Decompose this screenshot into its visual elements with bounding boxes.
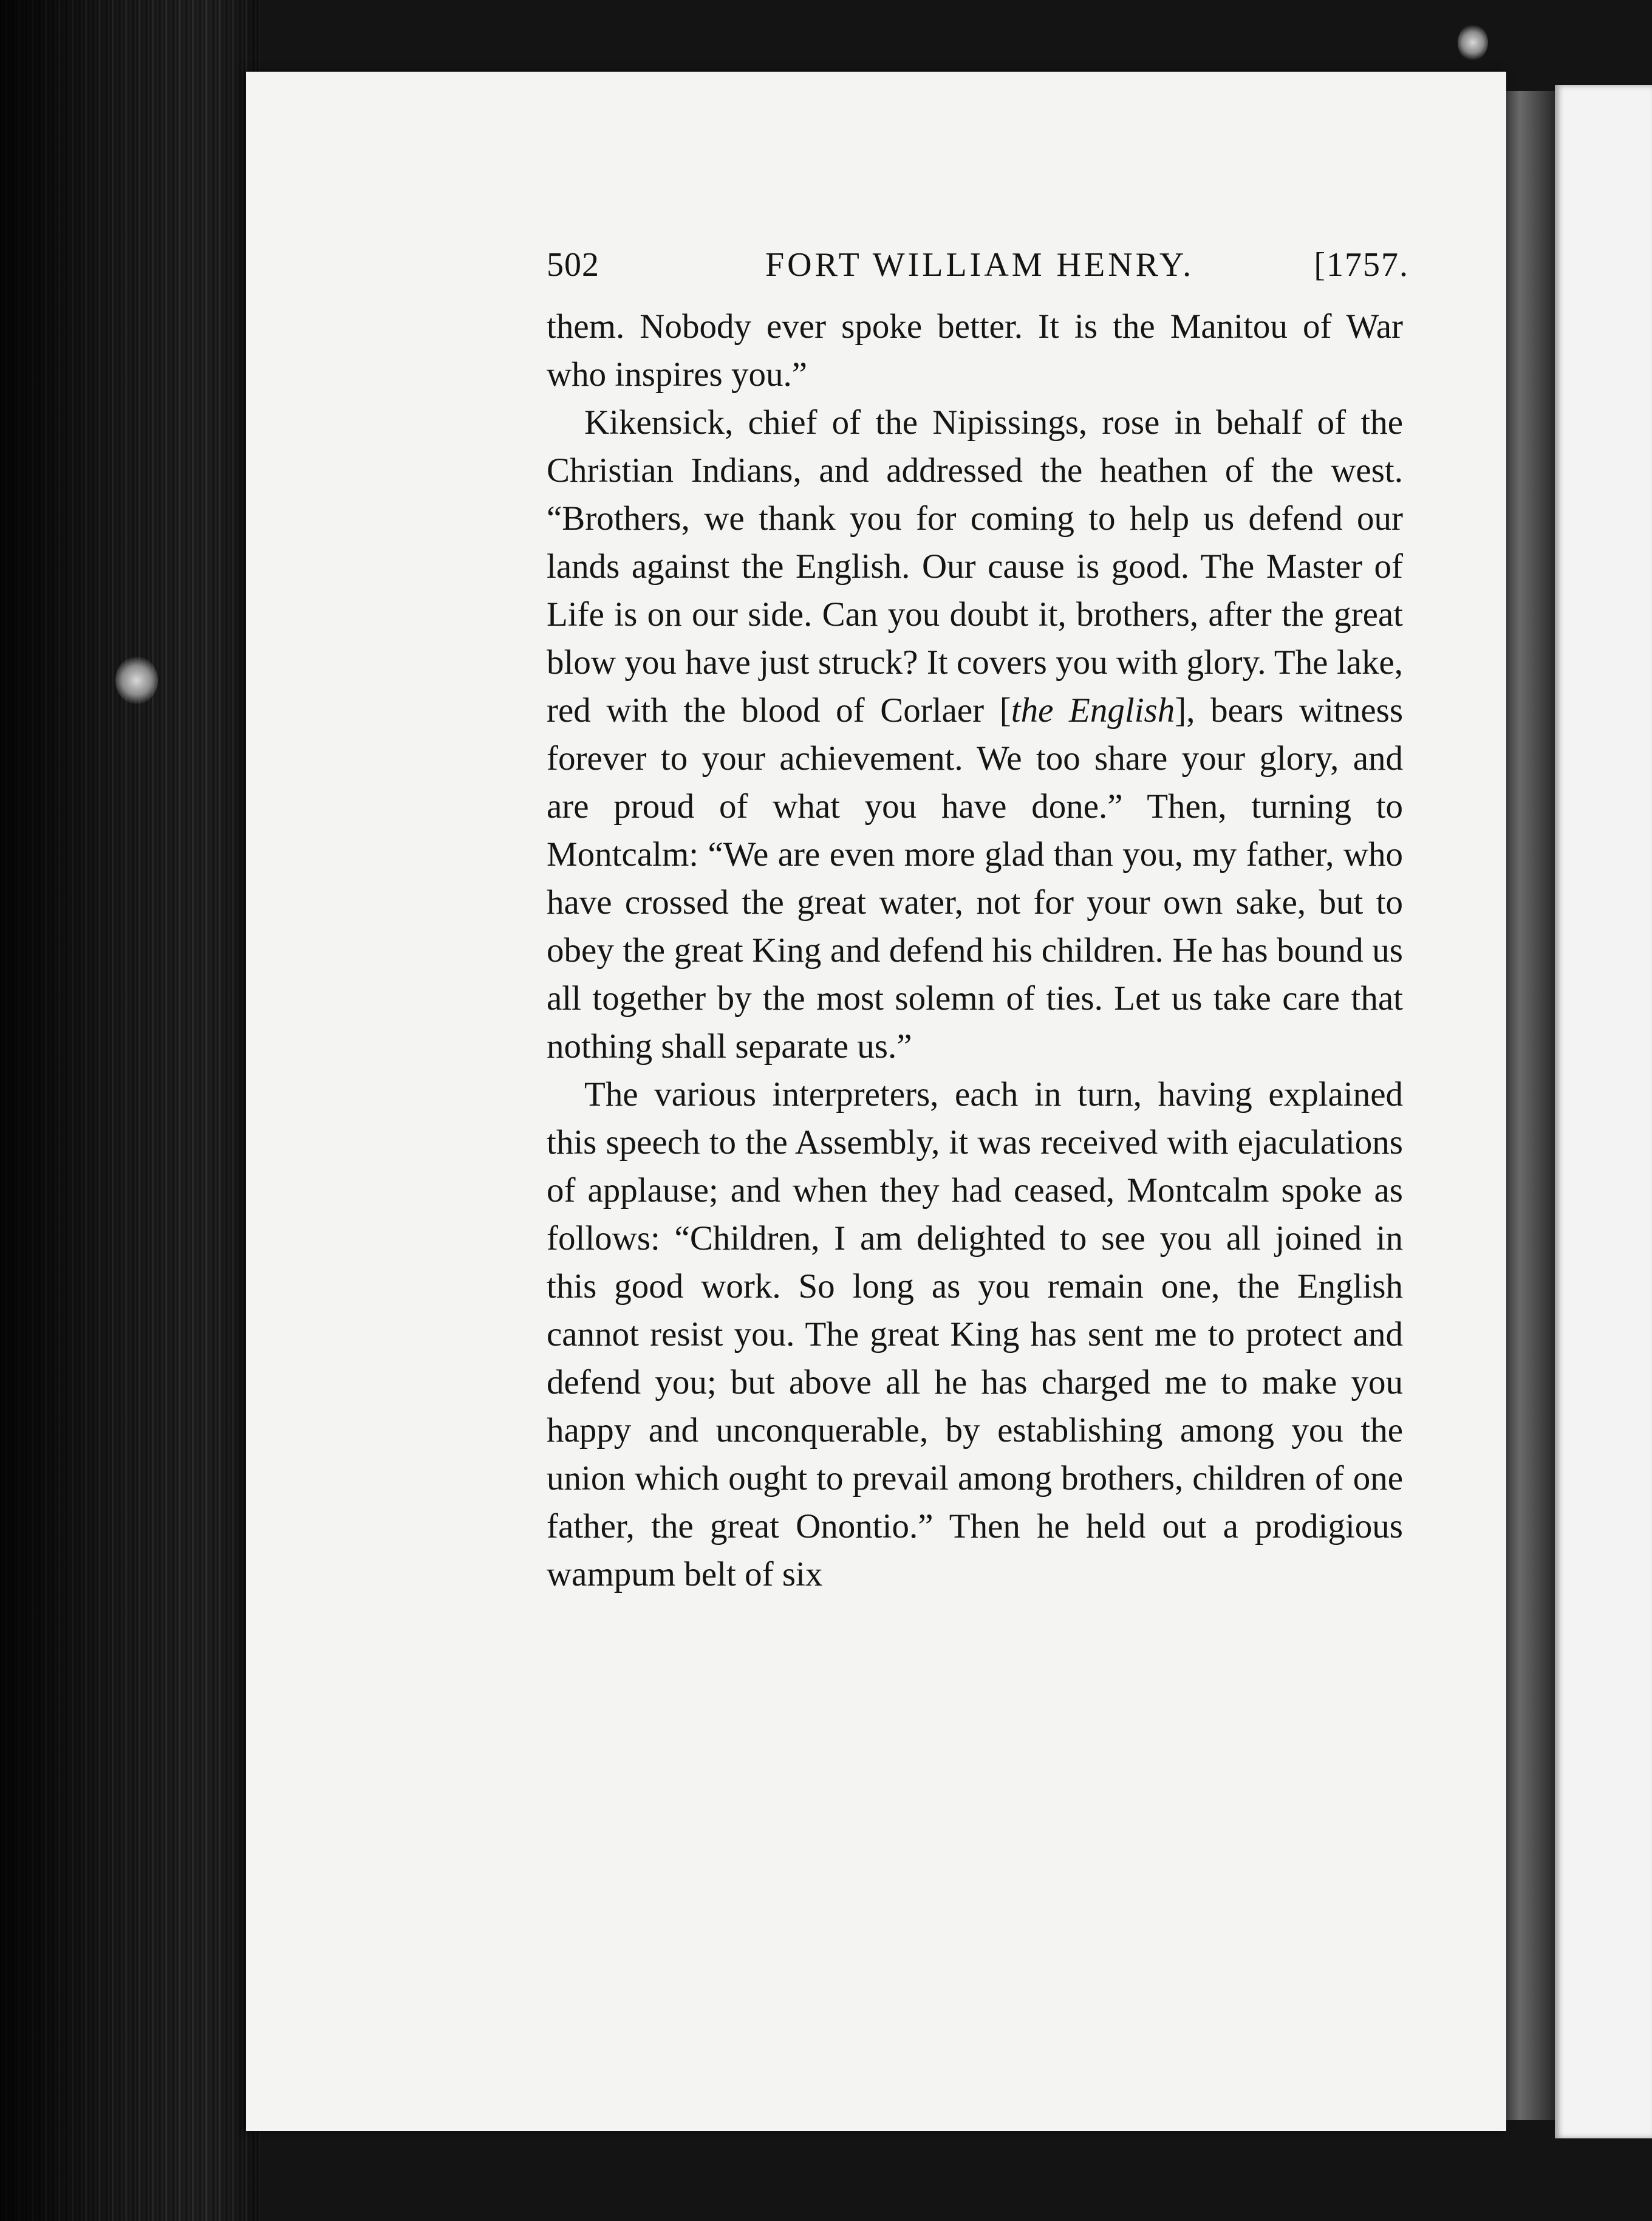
header-year: [1757. [1314, 246, 1409, 284]
scan-blemish [1458, 24, 1488, 61]
body-paragraph [547, 303, 1403, 399]
spine-shadow [0, 0, 261, 2221]
scan-blemish [115, 656, 158, 705]
page-body-text [547, 303, 1403, 1598]
body-paragraph [547, 399, 1403, 1070]
page-edge-shadow [1505, 91, 1555, 2120]
text-segment: The various interpreters, each in turn, having explained this speech to the Assembly, it was received with ejaculations of applause; and when they had ceased, Montcalm spoke as follows: “Children, I am delighted to see you all joined in this good work. So long as you remain one, the English cannot resist you. The great King has sent me to protect and defend you; but above all he has charged me to make you happy and unconquerable, by establishing among you the union which ought to prevail among brothers, children of one father, the great Onontio.” Then he held out a prodigious wampum belt of six [547, 1075, 1403, 1593]
running-title: FORT WILLIAM HENRY. [765, 246, 1195, 284]
adjacent-page-edge [1555, 85, 1652, 2138]
text-segment: ], bears witness forever to your achievement. We too share your glory, and are proud of what you have done.” Then, turning to Montcalm: “We are even more glad than you, my father, who have crossed the great water, not for your own sake, but to obey the great King and defend his children. He has bound us all together by the most solemn of ties. Let us take care that nothing shall separate us.” [547, 691, 1403, 1066]
italic-phrase: the English [1011, 691, 1175, 730]
text-segment: Kikensick, chief of the Nipissings, rose in behalf of the Christian Indians, and addressed the heathen of the west. “Brothers, we thank you for coming to help us defend our lands against the English. Our cause is good. The Master of Life is on our side. Can you doubt it, brothers, after the great blow you have just struck? It covers you with glory. The lake, red with the blood of Corlaer [ [547, 403, 1403, 730]
text-segment: them. Nobody ever spoke better. It is the Manitou of War who inspires you.” [547, 307, 1403, 394]
page-number: 502 [547, 246, 599, 284]
running-header [547, 245, 1409, 294]
body-paragraph [547, 1070, 1403, 1598]
